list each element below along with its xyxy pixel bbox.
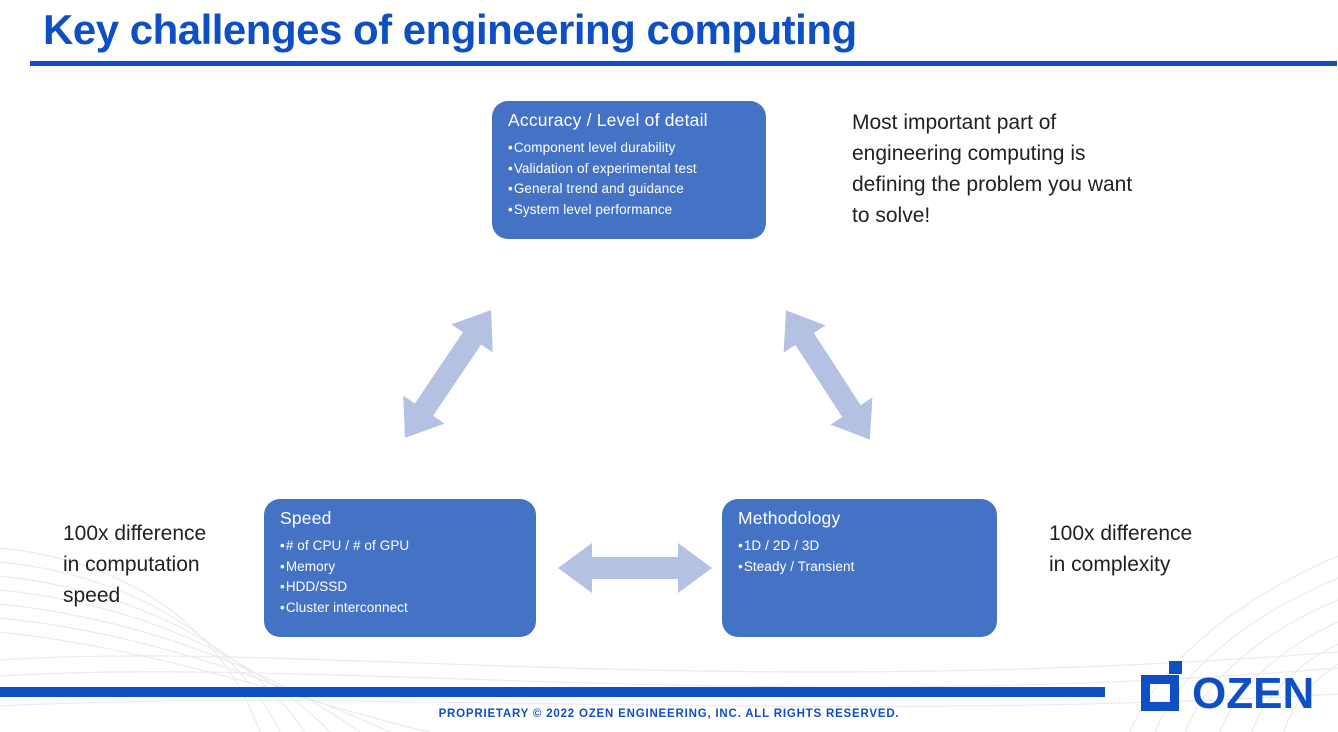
speed-bullet: • # of CPU / # of GPU (280, 536, 520, 557)
problem-definition-note (852, 107, 1232, 231)
note-line: engineering computing is (852, 142, 1086, 165)
note-line: Most important part of (852, 111, 1057, 134)
methodology-box (722, 499, 997, 637)
accuracy-bullet: • Component level durability (508, 138, 750, 159)
accuracy-box-title: Accuracy / Level of detail (508, 110, 708, 130)
logo-square-dot (1169, 661, 1182, 674)
speed-bullet: • Cluster interconnect (280, 598, 520, 619)
accuracy-box (492, 101, 766, 239)
speed-box (264, 499, 536, 637)
accuracy-bullet: • System level performance (508, 200, 750, 221)
copyright-text: PROPRIETARY © 2022 OZEN ENGINEERING, INC. ALL RIGHTS RESERVED. (438, 708, 900, 720)
ozen-logo-icon (1141, 661, 1183, 711)
logo-square-outline (1141, 675, 1179, 711)
title-underline (30, 61, 1337, 66)
ozen-logo (1141, 661, 1315, 718)
methodology-bullet-list (738, 536, 981, 577)
methodology-box-title: Methodology (738, 508, 841, 528)
accuracy-methodology-arrow-icon (765, 296, 892, 454)
ozen-logo-text: OZEN (1192, 668, 1315, 718)
note-line: in complexity (1049, 553, 1171, 576)
note-line: in computation (63, 553, 200, 576)
methodology-bullet: • Steady / Transient (738, 557, 981, 578)
computation-speed-note (63, 518, 303, 611)
speed-bullet-list (280, 536, 520, 618)
note-line: defining the problem you want (852, 173, 1133, 196)
accuracy-bullet: • General trend and guidance (508, 179, 750, 200)
methodology-bullet: • 1D / 2D / 3D (738, 536, 981, 557)
note-line: 100x difference (63, 522, 207, 545)
speed-accuracy-arrow-icon (384, 295, 513, 452)
speed-bullet: • Memory (280, 557, 520, 578)
note-line: to solve! (852, 204, 931, 227)
accuracy-bullet-list (508, 138, 750, 220)
note-line: 100x difference (1049, 522, 1193, 545)
speed-methodology-arrow-icon (558, 543, 712, 593)
footer-accent-bar (0, 687, 1105, 697)
complexity-note (1049, 518, 1289, 580)
speed-bullet: • HDD/SSD (280, 577, 520, 598)
accuracy-bullet: • Validation of experimental test (508, 159, 750, 180)
speed-box-title: Speed (280, 508, 332, 528)
page-title: Key challenges of engineering computing (43, 6, 857, 53)
note-line: speed (63, 584, 121, 607)
